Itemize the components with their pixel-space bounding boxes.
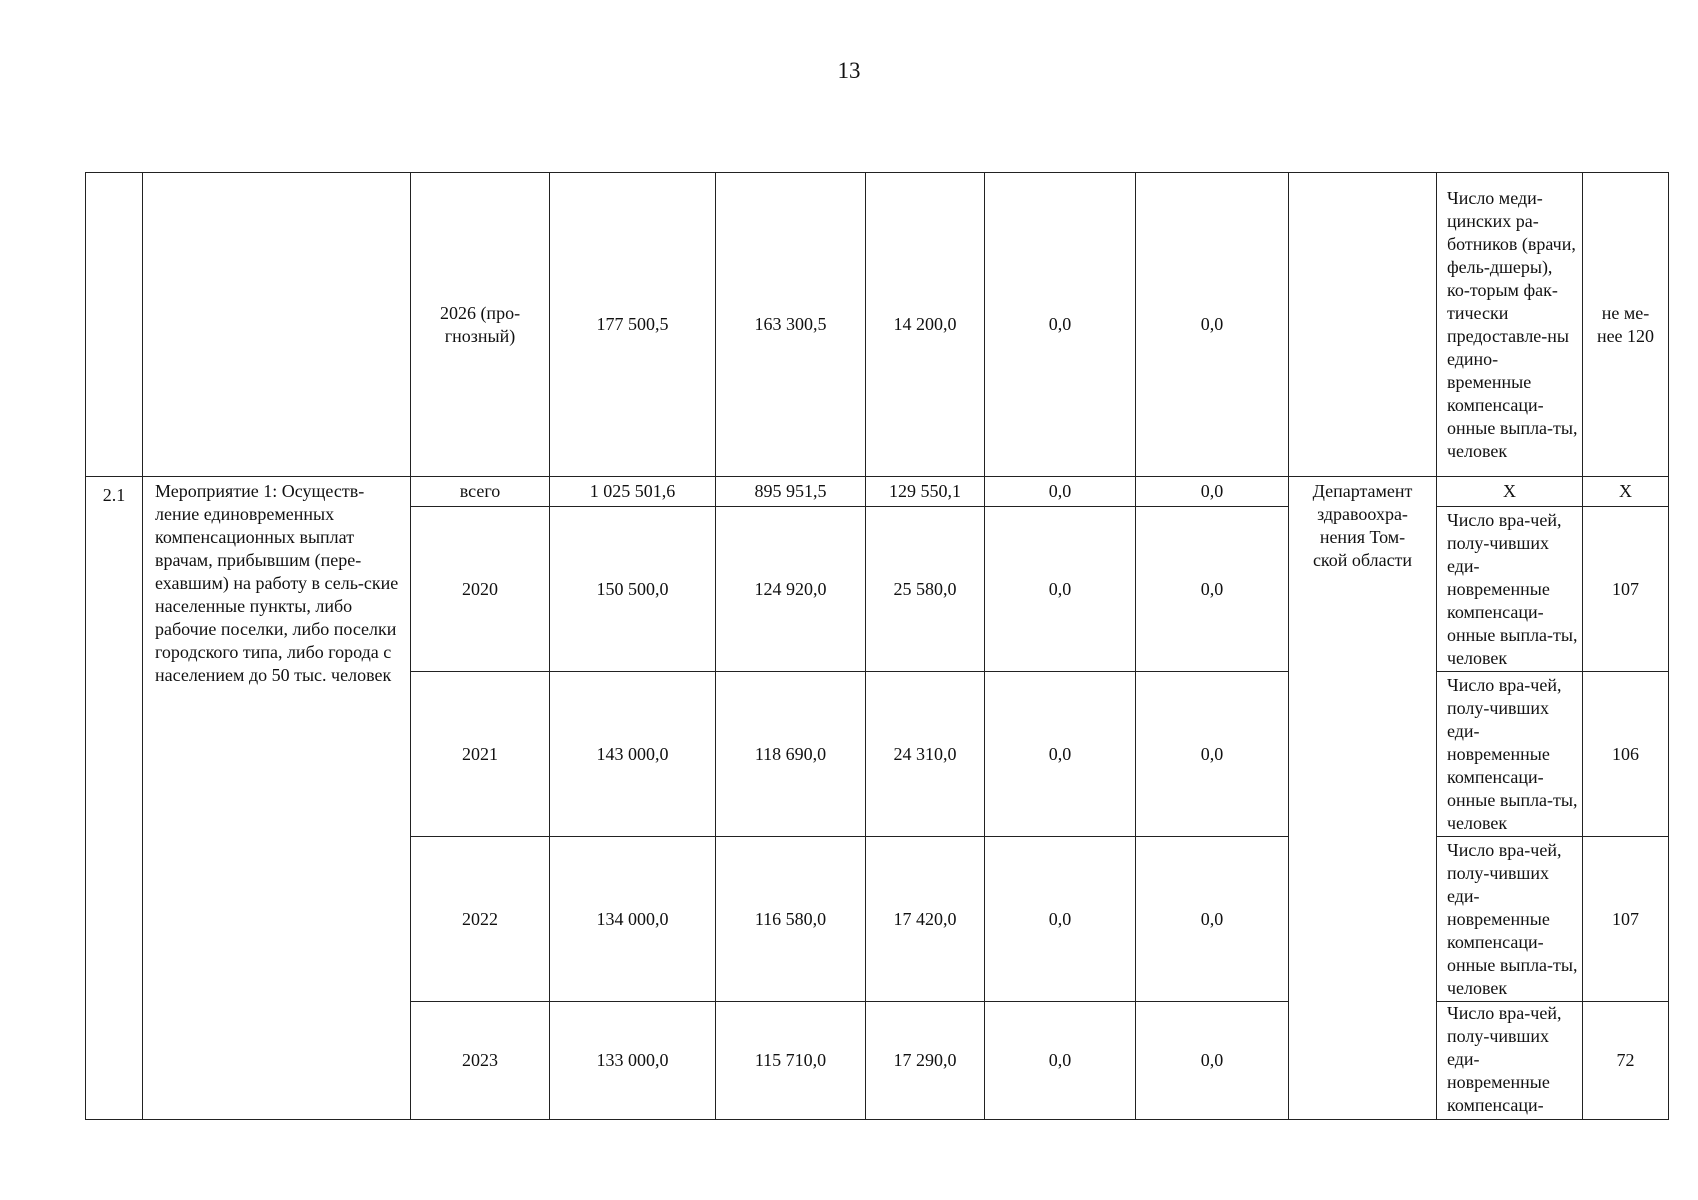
row-name-cell bbox=[143, 173, 411, 477]
regional-cell: 14 200,0 bbox=[866, 173, 985, 477]
regional-cell: 17 420,0 bbox=[866, 837, 985, 1002]
measure-name: Мероприятие 1: Осуществ-ление единовременных компенсационных выплат врачам, прибывшим (пере-ехавшим) на работу в сель-ские населенные пункты, либо рабочие поселки, либо поселки городского типа, либо города с населением до 50 тыс. человек bbox=[143, 477, 411, 1120]
year-cell: всего bbox=[411, 477, 550, 507]
page-number: 13 bbox=[837, 58, 861, 83]
indicator-cell: Число вра-чей, полу-чивших еди-новременные компенсаци- bbox=[1437, 1002, 1583, 1120]
year-cell: 2023 bbox=[411, 1002, 550, 1120]
local-cell: 0,0 bbox=[985, 672, 1136, 837]
responsible-cell bbox=[1289, 173, 1437, 477]
federal-cell: 163 300,5 bbox=[716, 173, 866, 477]
indicator-cell: Число меди-цинских ра-ботников (врачи, фель-дшеры), ко-торым фак-тически предоставле-ны едино-временные компенсаци-онные выпла-ты, человек bbox=[1437, 173, 1583, 477]
target-cell: Х bbox=[1583, 477, 1669, 507]
indicator-cell: Число вра-чей, полу-чивших еди-новременные компенсаци-онные выпла-ты, человек bbox=[1437, 507, 1583, 672]
year-cell: 2020 bbox=[411, 507, 550, 672]
other-cell: 0,0 bbox=[1136, 173, 1289, 477]
regional-cell: 25 580,0 bbox=[866, 507, 985, 672]
measure-number: 2.1 bbox=[86, 477, 143, 1120]
other-cell: 0,0 bbox=[1136, 477, 1289, 507]
regional-cell: 24 310,0 bbox=[866, 672, 985, 837]
responsible-department: Департамент здравоохра-нения Том-ской области bbox=[1289, 477, 1437, 1120]
other-cell: 0,0 bbox=[1136, 1002, 1289, 1120]
total-cell: 1 025 501,6 bbox=[550, 477, 716, 507]
indicator-cell: Число вра-чей, полу-чивших еди-новременные компенсаци-онные выпла-ты, человек bbox=[1437, 837, 1583, 1002]
total-cell: 134 000,0 bbox=[550, 837, 716, 1002]
federal-cell: 895 951,5 bbox=[716, 477, 866, 507]
year-cell: 2022 bbox=[411, 837, 550, 1002]
year-cell: 2026 (про-гнозный) bbox=[411, 173, 550, 477]
target-cell: 106 bbox=[1583, 672, 1669, 837]
other-cell: 0,0 bbox=[1136, 672, 1289, 837]
indicator-cell: Число вра-чей, полу-чивших еди-новременные компенсаци-онные выпла-ты, человек bbox=[1437, 672, 1583, 837]
regional-cell: 17 290,0 bbox=[866, 1002, 985, 1120]
federal-cell: 118 690,0 bbox=[716, 672, 866, 837]
total-cell: 143 000,0 bbox=[550, 672, 716, 837]
year-cell: 2021 bbox=[411, 672, 550, 837]
other-cell: 0,0 bbox=[1136, 507, 1289, 672]
local-cell: 0,0 bbox=[985, 1002, 1136, 1120]
total-cell: 150 500,0 bbox=[550, 507, 716, 672]
federal-cell: 116 580,0 bbox=[716, 837, 866, 1002]
total-cell: 133 000,0 bbox=[550, 1002, 716, 1120]
target-cell: 107 bbox=[1583, 837, 1669, 1002]
local-cell: 0,0 bbox=[985, 507, 1136, 672]
other-cell: 0,0 bbox=[1136, 837, 1289, 1002]
row-number-cell bbox=[86, 173, 143, 477]
table-row-total bbox=[86, 477, 1669, 507]
federal-cell: 115 710,0 bbox=[716, 1002, 866, 1120]
target-cell: 72 bbox=[1583, 1002, 1669, 1120]
total-cell: 177 500,5 bbox=[550, 173, 716, 477]
measures-table bbox=[85, 172, 1669, 1120]
indicator-cell: Х bbox=[1437, 477, 1583, 507]
target-cell: не ме-нее 120 bbox=[1583, 173, 1669, 477]
local-cell: 0,0 bbox=[985, 837, 1136, 1002]
local-cell: 0,0 bbox=[985, 477, 1136, 507]
target-cell: 107 bbox=[1583, 507, 1669, 672]
table-row-2026 bbox=[86, 173, 1669, 477]
local-cell: 0,0 bbox=[985, 173, 1136, 477]
federal-cell: 124 920,0 bbox=[716, 507, 866, 672]
regional-cell: 129 550,1 bbox=[866, 477, 985, 507]
